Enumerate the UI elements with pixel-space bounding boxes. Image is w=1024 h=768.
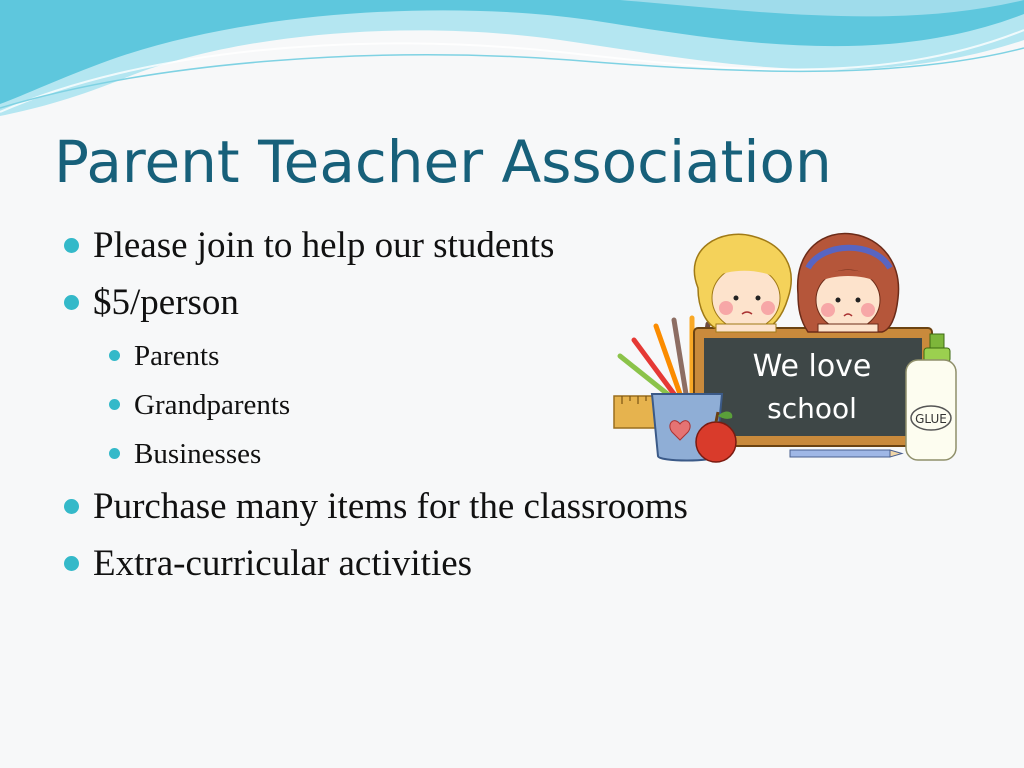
bullet-dot-icon (64, 238, 79, 253)
bullet-text: $5/person (93, 282, 239, 323)
blonde-girl (694, 234, 791, 332)
slide-title: Parent Teacher Association (54, 128, 832, 196)
header-wave-decoration (0, 0, 1024, 130)
brown-haired-girl (798, 233, 899, 332)
bullet-item (64, 483, 784, 540)
bullet-text: Purchase many items for the classrooms (93, 486, 688, 527)
bullet-dot-icon (64, 499, 79, 514)
bullet-dot-icon (64, 556, 79, 571)
bullet-item (64, 540, 784, 597)
we-love-school-clipart (612, 228, 962, 466)
glue-label: GLUE (915, 412, 947, 426)
bullet-text: Grandparents (134, 389, 291, 421)
loose-pencil (790, 450, 902, 457)
chalkboard-text-line2: school (767, 392, 857, 425)
bullet-text: Extra-curricular activities (93, 543, 473, 584)
bullet-dot-icon (109, 350, 120, 361)
bullet-text: Businesses (134, 438, 262, 470)
bullet-dot-icon (64, 295, 79, 310)
bullet-text: Parents (134, 340, 220, 372)
bullet-text: Please join to help our students (93, 225, 555, 266)
bullet-dot-icon (109, 448, 120, 459)
bullet-dot-icon (109, 399, 120, 410)
chalkboard-text-line1: We love (752, 349, 872, 384)
